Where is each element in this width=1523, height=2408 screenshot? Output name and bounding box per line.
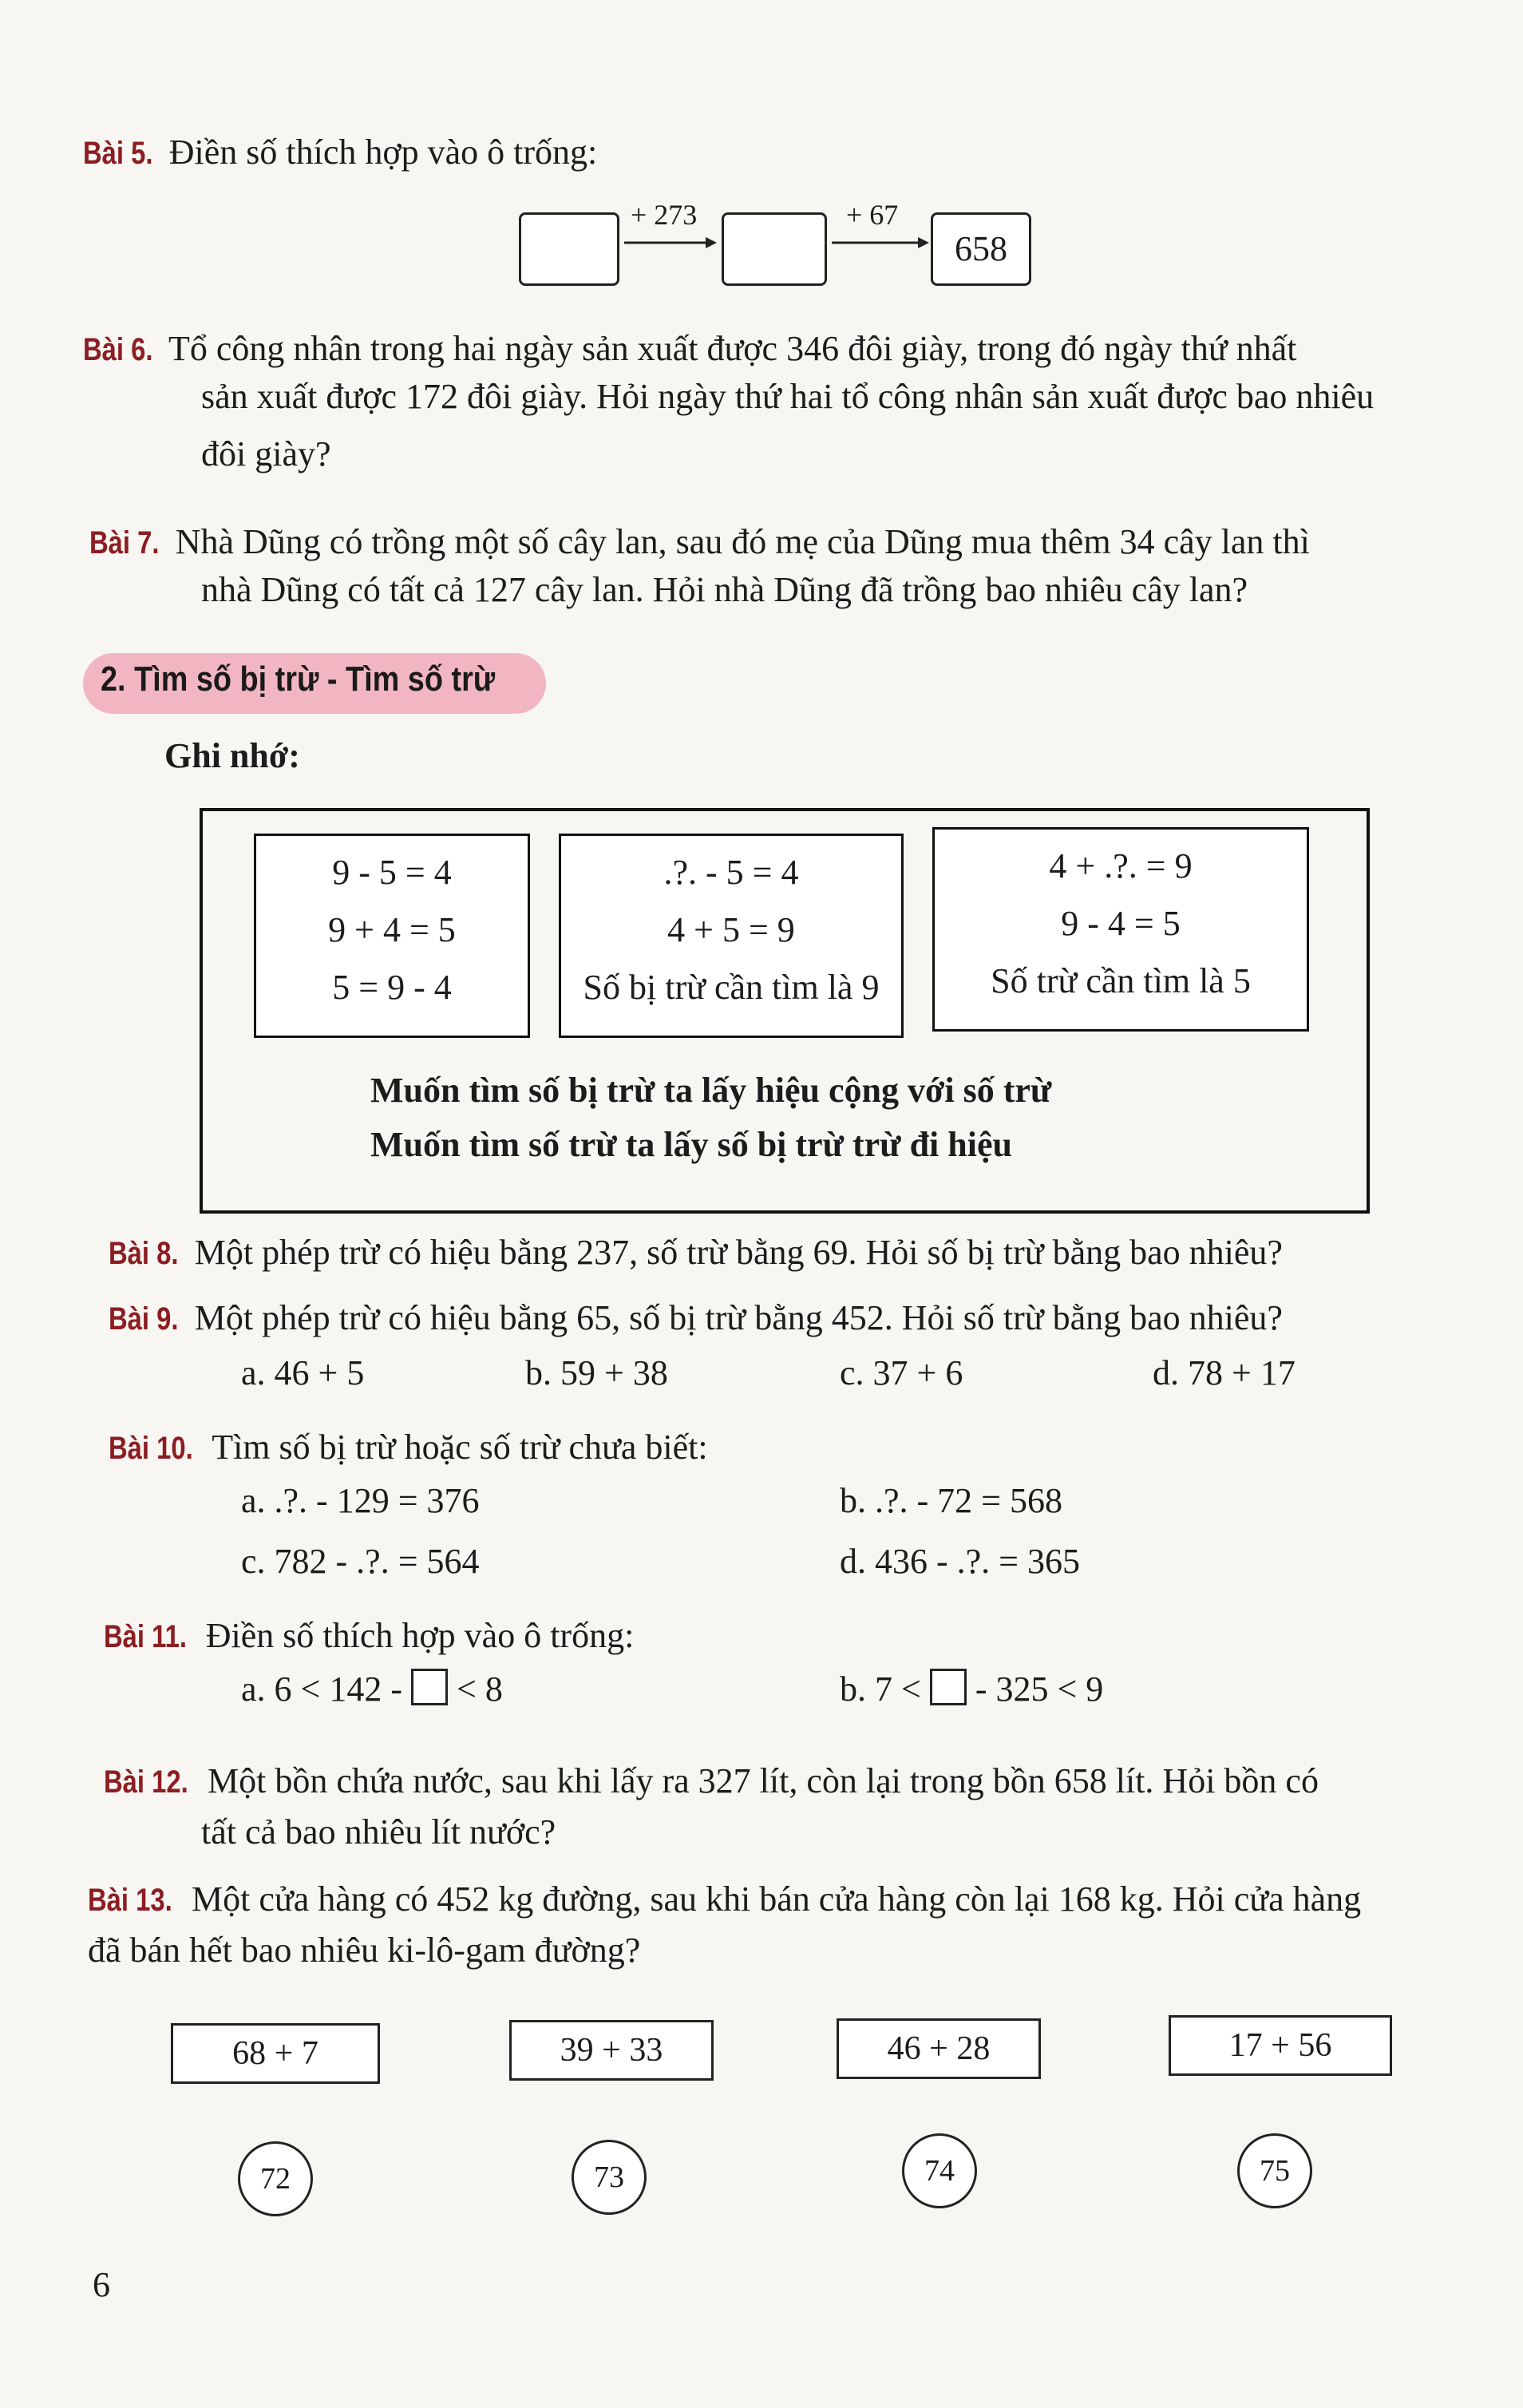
page-number: 6 (93, 2265, 110, 2304)
answer-circle-1[interactable]: 72 (238, 2141, 313, 2216)
box2-line2: 4 + 5 = 9 (667, 910, 795, 949)
blank-box-2[interactable] (722, 212, 827, 286)
bai10-c: c. 782 - .?. = 564 (241, 1542, 480, 1581)
bai11-b (840, 1669, 1103, 1709)
box2-line1: .?. - 5 = 4 (663, 853, 799, 892)
bai6-text1: Tổ công nhân trong hai ngày sản xuất được 346 đôi giày, trong đó ngày thứ nhất (168, 329, 1297, 368)
bai5-heading (83, 126, 597, 180)
bai10-label: Bài 10. (109, 1431, 193, 1466)
bai12-line1 (104, 1755, 1319, 1808)
example-box-1 (254, 834, 530, 1038)
bai7-line2: nhà Dũng có tất cả 127 cây lan. Hỏi nhà Dũng đã trồng bao nhiêu cây lan? (201, 570, 1248, 609)
bai6-line2: sản xuất được 172 đôi giày. Hỏi ngày thứ hai tổ công nhân sản xuất được bao nhiêu (201, 377, 1375, 416)
bai10-line (109, 1421, 708, 1475)
op2-label: + 67 (846, 199, 899, 231)
rule-2: Muốn tìm số trừ ta lấy số bị trừ trừ đi hiệu (370, 1125, 1012, 1164)
box1-line1: 9 - 5 = 4 (332, 853, 452, 892)
bai7-line1 (89, 516, 1310, 569)
bai10-d: d. 436 - .?. = 365 (840, 1542, 1080, 1581)
box1-line2: 9 + 4 = 5 (328, 910, 456, 949)
bai12-text1: Một bồn chứa nước, sau khi lấy ra 327 lít, còn lại trong bồn 658 lít. Hỏi bồn có (207, 1761, 1319, 1800)
box2-line3: Số bị trừ cần tìm là 9 (583, 968, 880, 1007)
bai11-b-pre: b. 7 < (840, 1669, 921, 1709)
bai9-option-c[interactable]: c. 37 + 6 (840, 1353, 963, 1392)
bai11-a (241, 1669, 503, 1709)
bai10-text: Tìm số bị trừ hoặc số trừ chưa biết: (212, 1428, 708, 1467)
bai7-label: Bài 7. (89, 525, 160, 560)
bai13-label: Bài 13. (88, 1883, 172, 1918)
bai12-label: Bài 12. (104, 1764, 188, 1800)
bai10-b: b. .?. - 72 = 568 (840, 1481, 1062, 1520)
answer-circle-3[interactable]: 74 (902, 2133, 977, 2208)
bai7-text1: Nhà Dũng có trồng một số cây lan, sau đó mẹ của Dũng mua thêm 34 cây lan thì (175, 522, 1310, 561)
answer-circle-2[interactable]: 73 (572, 2140, 647, 2215)
expr-box-1[interactable]: 68 + 7 (171, 2023, 380, 2084)
bai11-label: Bài 11. (104, 1619, 187, 1654)
arrow-right-icon (830, 235, 931, 251)
expr-box-4[interactable]: 17 + 56 (1169, 2015, 1392, 2076)
section-title: 2. Tìm số bị trừ - Tìm số trừ (101, 659, 496, 699)
bai9-option-a[interactable]: a. 46 + 5 (241, 1353, 365, 1392)
example-box-3 (932, 827, 1309, 1032)
box1-line3: 5 = 9 - 4 (332, 968, 452, 1007)
rule-1: Muốn tìm số bị trừ ta lấy hiệu cộng với số trừ (370, 1071, 1052, 1110)
bai6-label: Bài 6. (83, 332, 153, 367)
bai5-text: Điền số thích hợp vào ô trống: (168, 133, 598, 172)
bai13-line1 (88, 1873, 1361, 1927)
note-label: Ghi nhớ: (164, 736, 300, 775)
bai11-line (104, 1610, 634, 1663)
bai11-a-pre: a. 6 < 142 - (241, 1669, 402, 1709)
bai6-line1 (83, 323, 1296, 376)
bai9-line (109, 1292, 1283, 1345)
bai10-a: a. .?. - 129 = 376 (241, 1481, 480, 1520)
bai6-line3: đôi giày? (201, 434, 331, 473)
expr-box-2[interactable]: 39 + 33 (509, 2020, 714, 2081)
bai11-b-post: - 325 < 9 (975, 1669, 1104, 1709)
bai9-option-b[interactable]: b. 59 + 38 (525, 1353, 668, 1392)
bai9-label: Bài 9. (109, 1301, 179, 1337)
bai12-line2: tất cả bao nhiêu lít nước? (201, 1812, 556, 1852)
bai11-text: Điền số thích hợp vào ô trống: (205, 1616, 635, 1655)
bai11-b-blank[interactable] (930, 1669, 967, 1705)
expr-box-3[interactable]: 46 + 28 (837, 2018, 1041, 2079)
bai11-a-blank[interactable] (411, 1669, 448, 1705)
bai8-text: Một phép trừ có hiệu bằng 237, số trừ bằng 69. Hỏi số bị trừ bằng bao nhiêu? (194, 1233, 1283, 1272)
bai9-option-d[interactable]: d. 78 + 17 (1153, 1353, 1296, 1392)
example-box-2 (559, 834, 904, 1038)
bai8-label: Bài 8. (109, 1236, 179, 1271)
box3-line3: Số trừ cần tìm là 5 (991, 961, 1251, 1000)
box3-line1: 4 + .?. = 9 (1049, 846, 1193, 885)
bai8-line (109, 1226, 1283, 1280)
result-box: 658 (931, 212, 1031, 286)
box3-line2: 9 - 4 = 5 (1061, 904, 1181, 943)
bai13-line2: đã bán hết bao nhiêu ki-lô-gam đường? (88, 1931, 641, 1970)
bai9-text: Một phép trừ có hiệu bằng 65, số bị trừ bằng 452. Hỏi số trừ bằng bao nhiêu? (194, 1298, 1283, 1337)
bai13-text1: Một cửa hàng có 452 kg đường, sau khi bán cửa hàng còn lại 168 kg. Hỏi cửa hàng (191, 1879, 1362, 1919)
bai5-label: Bài 5. (83, 136, 153, 171)
op1-label: + 273 (631, 199, 698, 231)
blank-box-1[interactable] (519, 212, 619, 286)
arrow-right-icon (623, 235, 718, 251)
answer-circle-4[interactable]: 75 (1237, 2133, 1312, 2208)
bai11-a-post: < 8 (457, 1669, 503, 1709)
